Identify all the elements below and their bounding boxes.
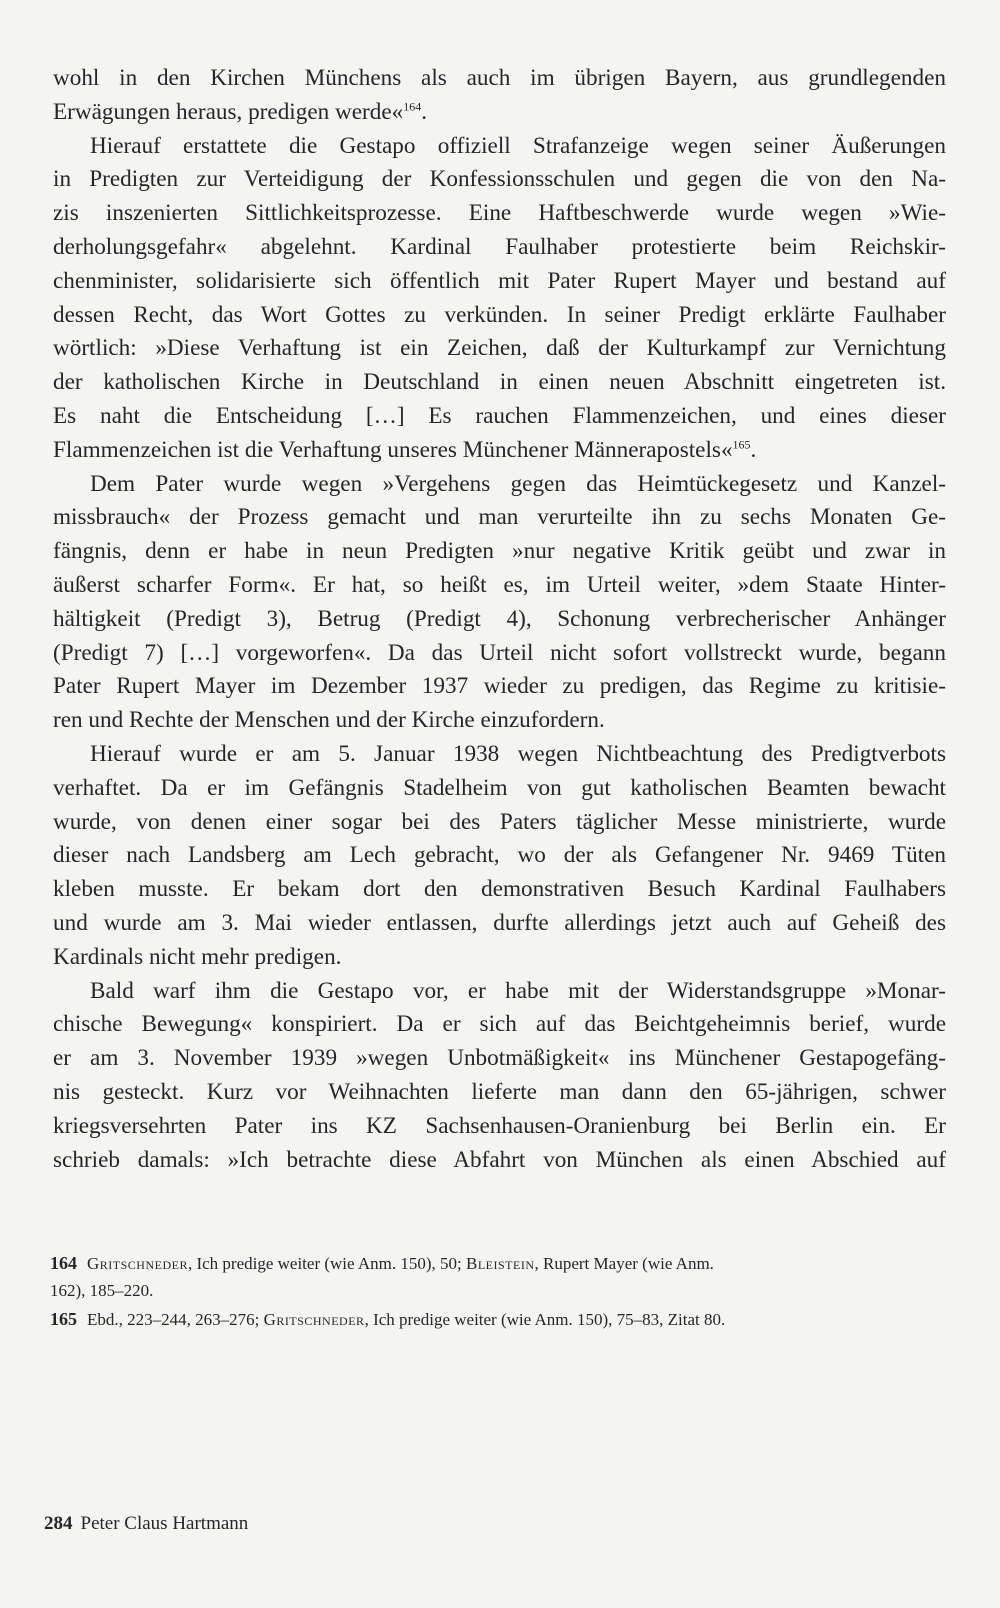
footnote-number: 165 bbox=[50, 1309, 77, 1329]
text-line: Es naht die Entscheidung […] Es rauchen Flammenzeichen, und eines dieser bbox=[53, 402, 946, 429]
text-line: der katholischen Kirche in Deutschland in einen neuen Abschnitt eingetreten ist. bbox=[53, 369, 946, 396]
text-line: verhaftet. Da er im Gefängnis Stadelheim von gut katholischen Beamten bewacht bbox=[53, 774, 946, 801]
text-line: zis inszenierten Sittlichkeitsprozesse. Eine Haftbeschwerde wurde wegen »Wie- bbox=[53, 200, 946, 227]
footnote-164: 164 Gritschneder, Ich predige weiter (wie Anm. 150), 50; Bleistein, Rupert Mayer (wie Anm. bbox=[50, 1249, 946, 1277]
text-line: dessen Recht, das Wort Gottes zu verkünden. In seiner Predigt erklärte Faulhaber bbox=[53, 301, 946, 328]
text-line: (Predigt 7) […] vorgeworfen«. Da das Urteil nicht sofort vollstreckt wurde, begann bbox=[53, 639, 946, 666]
footnote-ref: 165 bbox=[732, 437, 751, 452]
text-line: er am 3. November 1939 »wegen Unbotmäßigkeit« ins Münchener Gestapogefäng- bbox=[53, 1045, 946, 1072]
page-footer bbox=[44, 1510, 248, 1538]
text-line: äußerst scharfer Form«. Er hat, so heißt es, im Urteil weiter, »dem Staate Hinter- bbox=[53, 571, 946, 598]
text-line: chenminister, solidarisierte sich öffentlich mit Pater Rupert Mayer und bestand auf bbox=[53, 267, 946, 294]
footnote-ref: 164 bbox=[403, 99, 422, 114]
text-line: wohl in den Kirchen Münchens als auch im übrigen Bayern, aus grundlegenden bbox=[53, 65, 946, 91]
text-line: missbrauch« der Prozess gemacht und man verurteilte ihn zu sechs Monaten Ge- bbox=[53, 504, 946, 531]
footnote-165: 165 Ebd., 223–244, 263–276; Gritschneder, Ich predige weiter (wie Anm. 150), 75–83, Zitat 80. bbox=[50, 1305, 946, 1333]
text-line: ren und Rechte der Menschen und der Kirche einzufordern. bbox=[53, 707, 605, 734]
footnote-164-continuation: 162), 185–220. bbox=[50, 1281, 154, 1300]
text-line: kleben musste. Er bekam dort den demonstrativen Besuch Kardinal Faulhabers bbox=[53, 876, 946, 903]
text-line: in Predigten zur Verteidigung der Konfessionsschulen und gegen die von den Na- bbox=[53, 166, 946, 193]
text-line: schrieb damals: »Ich betrachte diese Abfahrt von München als einen Abschied auf bbox=[53, 1146, 946, 1173]
text-line: Pater Rupert Mayer im Dezember 1937 wieder zu predigen, das Regime zu kritisie- bbox=[53, 673, 946, 700]
text-line: und wurde am 3. Mai wieder entlassen, durfte allerdings jetzt auch auf Geheiß des bbox=[53, 909, 946, 936]
text-line: fängnis, denn er habe in neun Predigten »nur negative Kritik geübt und zwar in bbox=[53, 538, 946, 565]
text-line: Hierauf wurde er am 5. Januar 1938 wegen Nichtbeachtung des Predigtverbots bbox=[90, 740, 946, 767]
text-line: wurde, von denen einer sogar bei des Paters täglicher Messe ministrierte, wurde bbox=[53, 808, 946, 835]
text-line: nis gesteckt. Kurz vor Weihnachten lieferte man dann den 65-jährigen, schwer bbox=[53, 1078, 946, 1105]
text-line: Hierauf erstattete die Gestapo offiziell Strafanzeige wegen seiner Äußerungen bbox=[90, 132, 946, 159]
page-number: 284 bbox=[44, 1513, 73, 1534]
text-line: dieser nach Landsberg am Lech gebracht, wo der als Gefangener Nr. 9469 Tüten bbox=[53, 842, 946, 869]
main-text bbox=[53, 62, 946, 1177]
running-author: Peter Claus Hartmann bbox=[80, 1513, 249, 1534]
text-line: kriegsversehrten Pater ins KZ Sachsenhausen-Oranienburg bei Berlin ein. Er bbox=[53, 1112, 946, 1139]
footnote-author: Bleistein bbox=[466, 1254, 535, 1273]
text-line: hältigkeit (Predigt 3), Betrug (Predigt 4), Schonung verbrecherischer Anhänger bbox=[53, 605, 946, 632]
text-line: Bald warf ihm die Gestapo vor, er habe mit der Widerstandsgruppe »Monar- bbox=[90, 977, 946, 1004]
footnote-author: Gritschneder bbox=[263, 1310, 365, 1329]
footnote-author: Gritschneder bbox=[87, 1254, 188, 1273]
text-line: wörtlich: »Diese Verhaftung ist ein Zeichen, daß der Kulturkampf zur Vernichtung bbox=[53, 335, 946, 362]
footnotes bbox=[50, 1249, 946, 1333]
text-line: Erwägungen heraus, predigen werde«$^{164}$. bbox=[53, 98, 428, 125]
text-line: Dem Pater wurde wegen »Vergehens gegen das Heimtückegesetz und Kanzel- bbox=[90, 470, 946, 497]
footnote-number: 164 bbox=[50, 1253, 77, 1273]
text-line: derholungsgefahr« abgelehnt. Kardinal Faulhaber protestierte beim Reichskir- bbox=[53, 233, 946, 260]
text-line: Kardinals nicht mehr predigen. bbox=[53, 943, 342, 970]
text-line: chische Bewegung« konspiriert. Da er sich auf das Beichtgeheimnis berief, wurde bbox=[53, 1011, 946, 1038]
text-line: Flammenzeichen ist die Verhaftung unseres Münchener Männerapostels«$^{165}$. bbox=[53, 436, 757, 463]
